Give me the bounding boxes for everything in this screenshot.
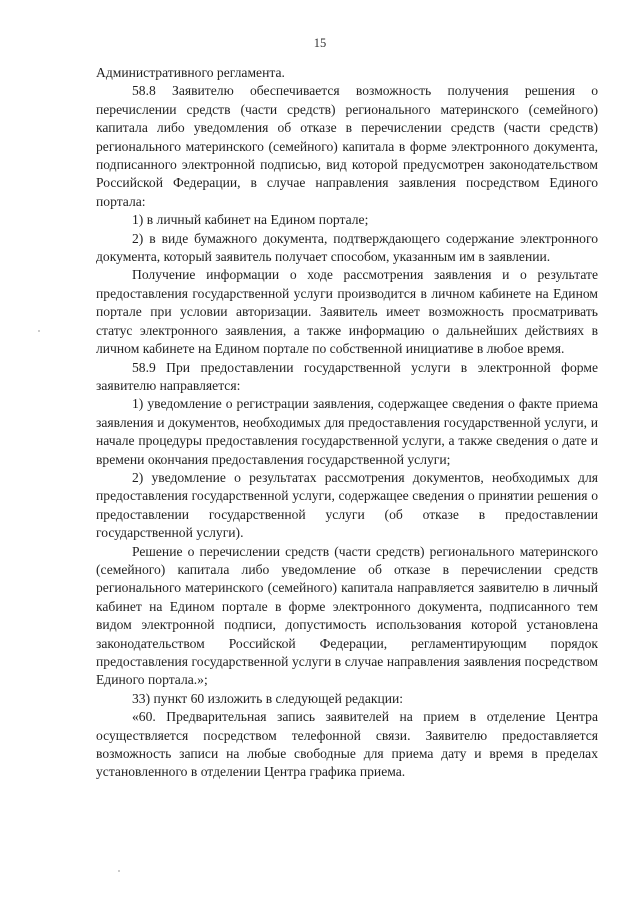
paragraph-decision: Решение о перечислении средств (части средств) регионального материнского (семейного) капитала либо уведомление об отказе в перечислении средств регионального материнского (семейного) капитала направляется заявителю в личный кабинет на Едином портале в форме электронного документа, подписанного тем видом электронной подписи, допустимость использования которой установлена законодательством Российской Федерации, регламентирующим порядок предоставления государственной услуги в случае направления заявления посредством Единого портала.»; [96, 543, 598, 688]
document-body [96, 64, 598, 782]
paragraph-58-9: 58.9 При предоставлении государственной услуги в электронной форме заявителю направляется: [96, 359, 598, 393]
page-number: 15 [313, 36, 327, 50]
paragraph-60: «60. Предварительная запись заявителей на прием в отделение Центра осуществляется посредством телефонной связи. Заявителю предоставляется возможность записи на любые свободные для приема дату и время в пределах установленного в отделении Центра графика приема. [96, 709, 598, 780]
paragraph-58-8: 58.8 Заявителю обеспечивается возможность получения решения о перечислении средств (части средств) регионального материнского (семейного) капитала либо уведомления об отказе в перечислении средств (части средств) регионального материнского (семейного) капитала в форме электронного документа, подписанного электронной подписью, вид которой предусмотрен законодательством Российской Федерации, в случае направления заявления посредством Единого портала: [96, 83, 598, 209]
paragraph-continuation: Административного регламента. [96, 65, 285, 80]
paragraph-item-2: 2) в виде бумажного документа, подтверждающего содержание электронного документа, который заявитель получает способом, указанным им в заявлении. [96, 230, 598, 265]
scan-speck [38, 330, 40, 332]
paragraph-notice-1: 1) уведомление о регистрации заявления, содержащее сведения о факте приема заявления и документов, необходимых для предоставления государственной услуги, и начале процедуры предоставления государственной услуги, а также сведения о дате и времени окончания предоставления государственной услуги; [96, 396, 598, 467]
paragraph-item-1: 1) в личный кабинет на Едином портале; [132, 212, 369, 228]
scan-speck [118, 870, 120, 872]
paragraph-notice-2: 2) уведомление о результатах рассмотрения документов, необходимых для предоставления государственной услуги, содержащее сведения о принятии решения о предоставлении государственной услуги (об отказе в предоставлении государственной услуги). [96, 469, 598, 541]
paragraph-33: 33) пункт 60 изложить в следующей редакции: [132, 690, 404, 706]
paragraph-info: Получение информации о ходе рассмотрения заявления и о результате предоставления государственной услуги производится в личном кабинете на Едином портале при условии авторизации. Заявитель имеет возможность просматривать статус электронного заявления, а также информацию о дальнейших действиях в личном кабинете на Едином портале по собственной инициативе в любое время. [96, 267, 598, 357]
